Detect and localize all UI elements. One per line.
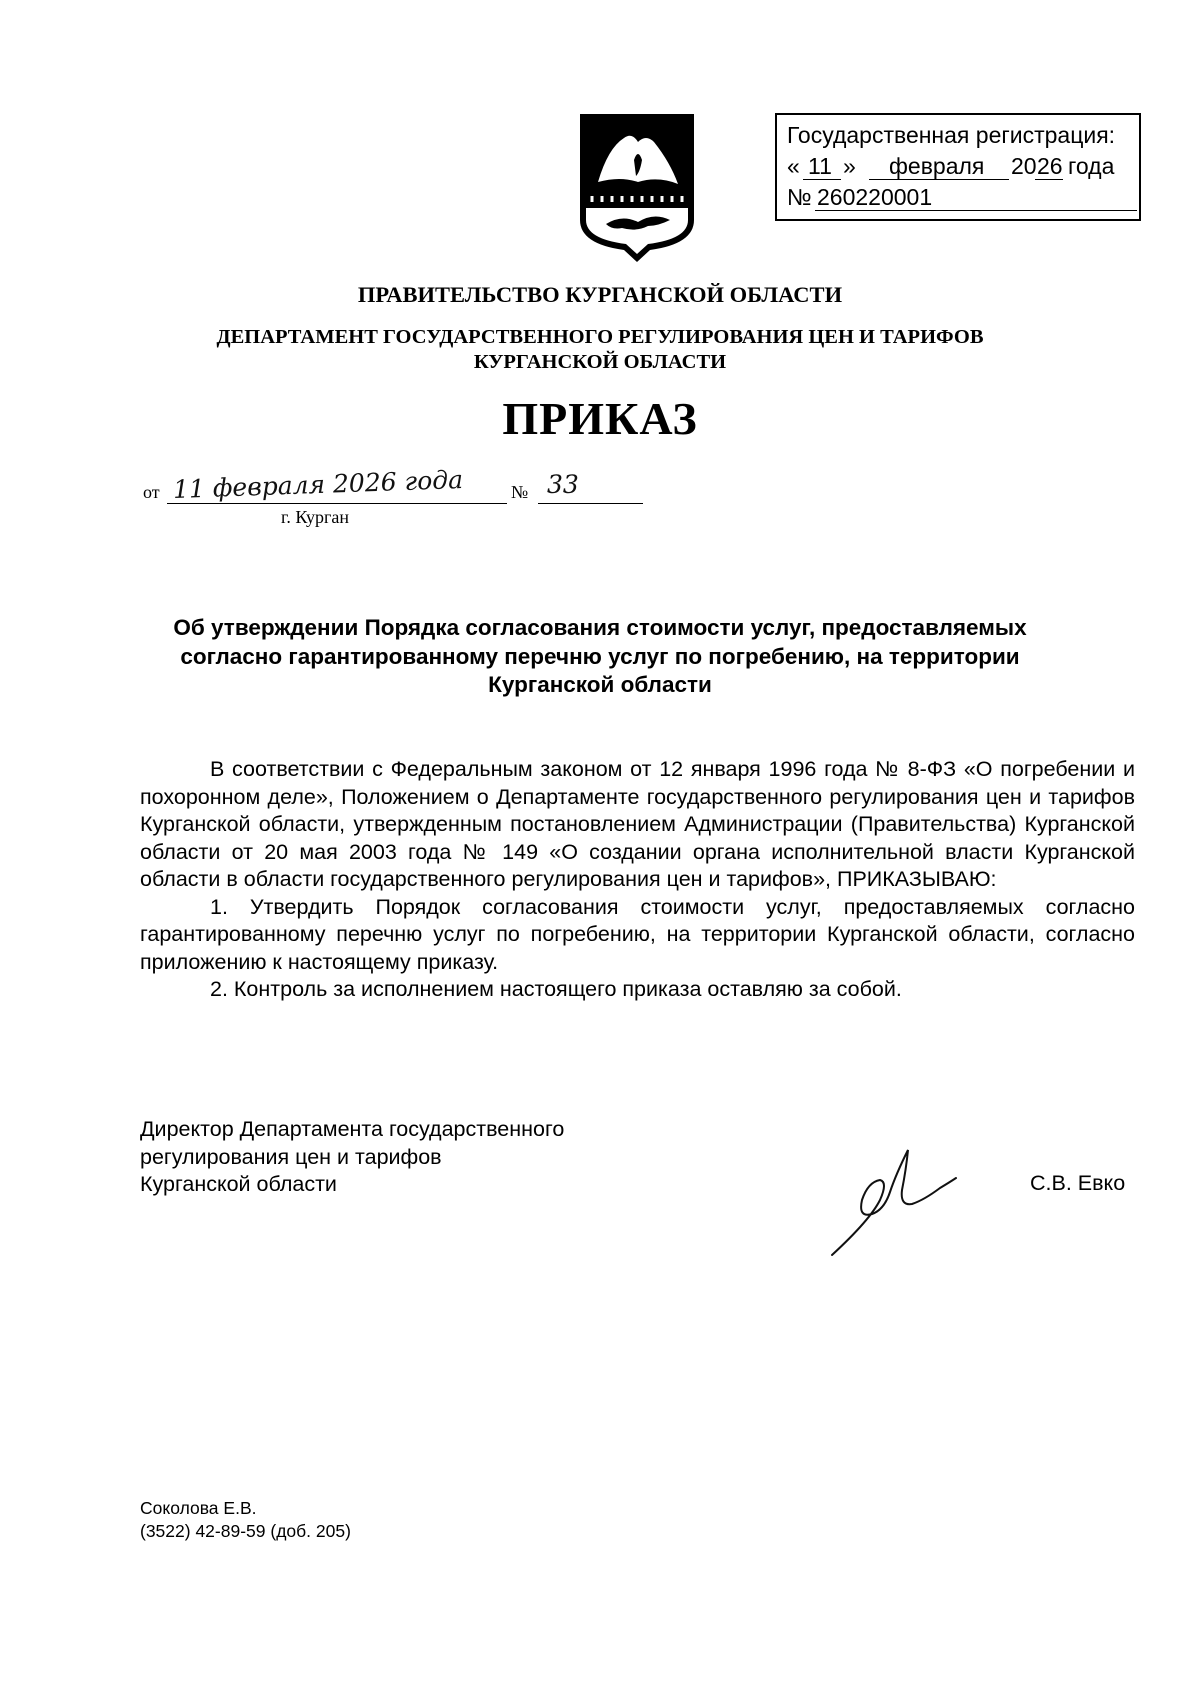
order-date: 11 февраля 2026 года — [172, 464, 464, 505]
signatory-position-line2: регулирования цен и тарифов — [140, 1144, 442, 1169]
registration-year-word: года — [1068, 153, 1115, 179]
registration-number: 260220001 — [817, 184, 933, 210]
registration-year-prefix: 20 — [1011, 153, 1037, 179]
registration-stamp-box — [775, 113, 1141, 221]
signatory-position-line1: Директор Департамента государственного — [140, 1117, 565, 1141]
order-number: 33 — [547, 470, 579, 499]
executor-name: Соколова Е.В. — [140, 1498, 257, 1518]
body-item-2: 2. Контроль за исполнением настоящего приказа оставляю за собой. — [210, 977, 902, 1001]
signatory-position — [140, 1116, 564, 1199]
executor-phone: (3522) 42-89-59 (доб. 205) — [140, 1521, 351, 1541]
registration-year-suffix: 26 — [1037, 153, 1063, 179]
quote-open: « — [787, 153, 800, 179]
body-preamble: В соответствии с Федеральным законом от 12 января 1996 года № 8-ФЗ «О погребении и похоронном деле», Положением о Департаменте государственного регулирования цен и тарифов Курганской области, утвержденным постановлением Администрации (Правительства) Курганской области от 20 мая 2003 года № 149 «О создании органа исполнительной власти Курганской области в области государственного регулирования цен и тарифов», ПРИКАЗЫВАЮ: — [140, 757, 1135, 891]
handwritten-signature — [820, 1130, 970, 1260]
coat-of-arms-emblem — [578, 112, 696, 262]
order-body — [140, 756, 1135, 1004]
government-heading: ПРАВИТЕЛЬСТВО КУРГАНСКОЙ ОБЛАСТИ — [357, 282, 843, 307]
registration-title: Государственная регистрация: — [787, 122, 1116, 148]
order-date-number-line — [143, 464, 643, 530]
signatory-position-line3: Курганской области — [140, 1172, 337, 1196]
registration-number-label: № — [787, 184, 812, 210]
registration-number-row — [787, 186, 1137, 214]
order-city: г. Курган — [281, 507, 350, 527]
body-item-1: 1. Утвердить Порядок согласования стоимости услуг, предоставляемых согласно гарантированному перечню услуг по погребению, на территории Курганской области, согласно приложению к настоящему приказу. — [140, 894, 1135, 974]
quote-close: » — [843, 153, 856, 179]
document-type-title: ПРИКАЗ — [502, 393, 698, 444]
order-from-label: от — [143, 482, 160, 502]
department-heading-line1: ДЕПАРТАМЕНТ ГОСУДАРСТВЕННОГО РЕГУЛИРОВАНИЯ ЦЕН И ТАРИФОВ — [216, 326, 984, 348]
registration-date-row — [787, 155, 1137, 183]
order-number-label: № — [511, 482, 529, 502]
order-subject: Об утверждении Порядка согласования стоимости услуг, предоставляемых согласно гарантированному перечню услуг по погребению, на территории Курганской области — [173, 615, 1027, 698]
registration-day: 11 — [808, 153, 832, 179]
signatory-name: С.В. Евко — [1030, 1171, 1126, 1195]
registration-month: февраля — [889, 153, 985, 179]
department-heading-line2: КУРГАНСКОЙ ОБЛАСТИ — [473, 351, 727, 373]
executor-contact — [140, 1497, 351, 1543]
